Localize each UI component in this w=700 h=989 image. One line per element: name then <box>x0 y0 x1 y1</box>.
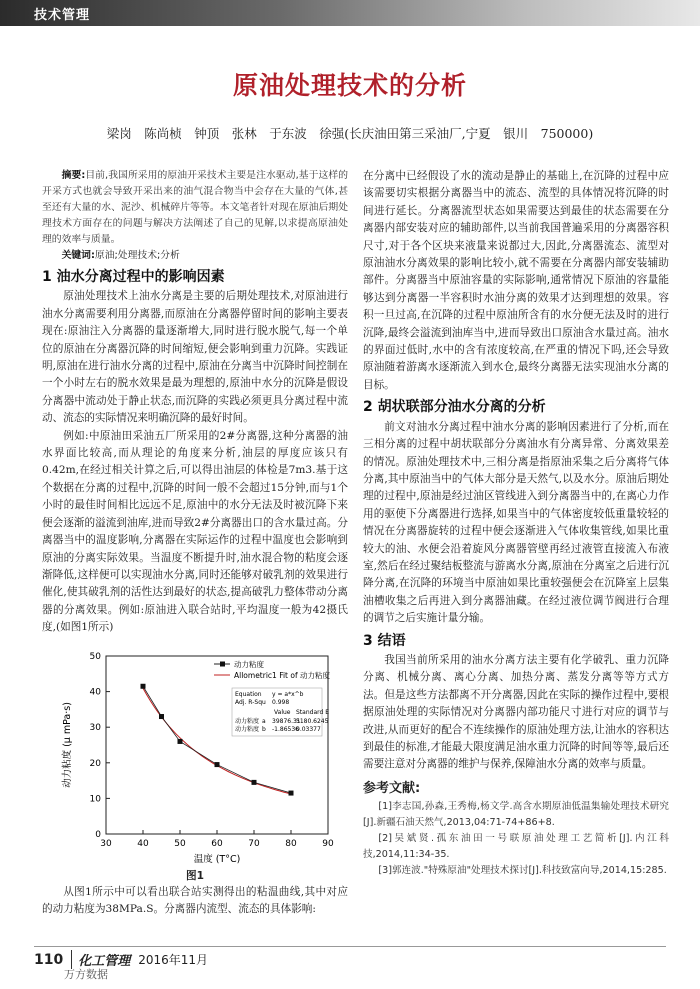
x-tick-label: 90 <box>322 839 334 849</box>
reference-item: [2]吴斌贤.孤东油田一号联原油处理工艺简析[J].内江科技,2014,11:34-35. <box>363 833 669 861</box>
page-number: 110 <box>34 951 64 968</box>
header-band <box>0 0 700 26</box>
stats-row-name: 动力粘度 <box>235 726 260 733</box>
right-paragraph-1: 在分离中已经假设了水的流动是静止的基础上,在沉降的过程中应该需要切实根据分离器当中的流态、流型的具体情况将沉降的时间进行延长。分离器流型状态如果需要达到最佳的状态需要在分离器内部安装对应的辅助部件,以当前我国普遍采用的分离器容积尺寸,对于各个区块来液量来说都过大,因此,分离器流态、流型对原油油水分离效果的影响比较小,就不需要在分离器内部安装辅助部件。分离器当中原油容量的实际影响,通常情况下原油的容量能够达到分离器一半容积时水油分离的效果才达到理想的效果。容积一旦过高,在沉降的过程中原油所含有的水分便无法及时的进行沉降,最终会溢流到油库当中,进而导致出口原油含水量过高。油水的界面过低时,水中的含有浓度较高,在严重的情况下吗,还会导致原油随着游离水逐渐流入到水仓,最终分离器无法实现油水分离的目标。 <box>363 170 669 391</box>
section-1-heading: 1 油水分离过程中的影响因素 <box>42 269 225 285</box>
stats-row-param: a <box>262 718 266 725</box>
reference-item: [1]李志国,孙森,王秀梅,杨文学.高含水期原油低温集输处理技术研究[J].新疆石油天然气,2013,04:71-74+86+8. <box>363 801 669 829</box>
y-axis-label: 动力粘度 (μ mPa·s) <box>62 702 73 788</box>
journal-name: 化工管理 <box>71 950 130 969</box>
stats-row-value: -1.86536 <box>272 726 299 733</box>
data-point <box>215 762 220 767</box>
section-1-paragraph-1: 原油处理技术上油水分离是主要的后期处理技术,对原油进行油水分离需要利用分离器,而原油在分离器停留时间的影响主要表现在:原油注入分离器的量逐渐增大,同时进行脱水脱气,每一个单位的原油在分离器沉降的时间缩短,便会影响到重力沉降。实践证明,原油在进行油水分离的过程中,原油在分离当中沉降时间控制在一个小时左右的脱水效果是最为理想的,原油中水分的沉降是假设分离器中流动处于静止状态,而沉降的实践必须更具分离过程中流动、流态的实际情况来明确沉降的最好时间。 <box>42 290 348 425</box>
x-tick-label: 80 <box>285 839 297 849</box>
abstract-label: 摘要: <box>61 170 86 181</box>
reference-item: [3]郭连波."特殊原油"处理技术探讨[J].科技致富向导,2014,15:285. <box>378 865 667 877</box>
left-column <box>42 168 348 637</box>
right-column <box>363 168 669 879</box>
y-tick-label: 20 <box>89 758 101 769</box>
legend-marker <box>220 662 225 667</box>
stats-row-name: 动力粘度 <box>235 718 260 725</box>
keywords-label: 关键词: <box>61 250 95 261</box>
watermark: 万方数据 <box>64 968 108 981</box>
issue-date: 2016年11月 <box>138 953 209 967</box>
x-axis-label: 温度 (T°C) <box>193 854 241 865</box>
x-tick-label: 50 <box>174 839 186 849</box>
y-tick-label: 0 <box>95 830 101 840</box>
section-2-paragraph-1: 前文对油水分离过程中油水分离的影响因素进行了分析,而在三相分离的过程中胡状联部分分离油水有分离异常、分离效果差的情况。原油处理技术中,三相分离是指原油采集之后分离将气体分离,其中原油当中的气体大部分是天然气,以及水分。原油后期处理的过程中,原油是经过油区管线进入到分离器当中的,在离心力作用的驱使下分离器进行选择,如果当中的气体密度较低重量较轻的情况在分离器旋转的过程中便会逐渐进入气体收集管线,如果比重较大的油、水便会沿着旋风分离器管壁再经过液管直接流入布液室,然后在经过聚结板整流与游离水分离,原油在分离室之后进行沉降分离,在沉降的环境当中原油如果比重较强便会在沉降室上层集油槽收集之后再进入到分离器油藏。在经过液位调节阀进行合理的调节之后实施计量分输。 <box>363 420 669 625</box>
page-footer <box>34 950 208 969</box>
section-1-paragraph-3-wrap <box>42 884 348 919</box>
data-point <box>178 739 183 744</box>
abstract <box>42 168 348 248</box>
authors-line: 梁岗 陈尚桢 钟顶 张林 于东波 徐强(长庆油田第三采油厂,宁夏 银川 750000) <box>106 126 594 141</box>
x-tick-label: 60 <box>211 839 223 849</box>
section-1-paragraph-3: 从图1所示中可以看出联合站实测得出的粘温曲线,其中对应的动力粘度为38MPa.S。分离器内流型、流态的具体影响: <box>42 886 348 916</box>
stats-col-error: Standard E <box>296 709 329 716</box>
legend-label-fit: Allometric1 Fit of 动力粘度 <box>234 671 330 680</box>
keywords-text: 原油;处理技术;分析 <box>94 250 180 261</box>
keywords <box>42 248 348 264</box>
stats-row-value: 39876.31 <box>272 718 301 725</box>
stats-equation-label: Equation <box>235 691 262 698</box>
legend-label-series: 动力粘度 <box>234 660 264 669</box>
figure-1 <box>42 648 348 868</box>
stats-r2-label: Adj. R-Squ <box>235 699 266 706</box>
data-point <box>289 791 294 796</box>
data-point <box>159 714 164 719</box>
section-tag: 技术管理 <box>34 8 91 23</box>
stats-equation: y = a*x^b <box>272 691 304 698</box>
stats-row-param: b <box>262 726 266 733</box>
section-3-heading: 3 结语 <box>363 632 406 649</box>
section-2-heading: 2 胡状联部分油水分离的分析 <box>363 399 546 416</box>
section-1-paragraph-2: 例如:中原油田采油五厂所采用的2#分离器,这种分离器的油水界面比较高,而从理论的角度来分析,油层的厚度应该只有0.42m,在经过相关计算之后,可以得出油层的体检是7m3.基于这个数据在分离的过程中,沉降的时间一般不会超过15分钟,而与1个小时的最佳时间相比远远不足,原油中的水分无法及时被沉降下来便会逐渐的溢流到油库,进而导致2#分离器出口的含水量过高。分离器当中的温度影响,分离器在实际运作的过程中温度也会影响到原油的分离实际效果。当温度不断提升时,油水混合物的粘度会逐渐降低,这样便可以实现油水分离,同时还能够对破乳剂的效果进行催化,使其破乳剂的活性达到最好的状态,提高破乳力整体带动分离器的分离效果。例如:原油进入联合站时,平均温度一般为42摄氏度,(如图1所示) <box>42 429 348 634</box>
x-tick-label: 40 <box>137 839 149 849</box>
stats-row-error: 0.03377 <box>296 726 321 733</box>
footer-rule <box>34 946 666 947</box>
y-tick-label: 30 <box>89 723 101 734</box>
plot-frame <box>106 656 328 834</box>
article-title: 原油处理技术的分析 <box>232 71 467 100</box>
y-tick-label: 50 <box>89 652 101 662</box>
y-tick-label: 10 <box>89 794 101 805</box>
stats-row-error: 5180.6245 <box>296 718 329 725</box>
references-heading: 参考文献: <box>363 780 421 796</box>
x-tick-label: 70 <box>248 839 260 849</box>
abstract-text: 目前,我国所采用的原油开采技术主要是注水驱动,基于这样的开采方式也就会导致开采出来的油气混合物当中会存在大量的气体,甚至还有大量的水、泥沙、机械碎片等等。本文笔者针对现在原油后期处理技术方面存在的问题与解决方法阐述了自己的见解,以求提高原油处理的效率与质量。 <box>42 170 349 245</box>
data-point <box>141 684 146 689</box>
viscosity-chart <box>42 648 348 868</box>
data-point <box>252 780 257 785</box>
y-tick-label: 40 <box>89 687 101 698</box>
section-3-paragraph-1: 我国当前所采用的油水分离方法主要有化学破乳、重力沉降分离、机械分离、离心分离、加热分离、蒸发分离等等方式方法。但是这些方法都离不开分离器,因此在实际的操作过程中,要根据原油处理的实际情况对分离器内部功能尺寸进行对应的调节与改进,从而更好的配合不连续操作的原油处理方法,让油水的容积达到最佳的标准,才能最大限度满足油水重力沉降的时间等等,最后还需要注意对分离器的维护与保养,保障油水分离的效率与质量。 <box>363 653 669 771</box>
figure-caption: 图1 <box>186 870 204 882</box>
x-tick-label: 30 <box>100 839 112 849</box>
stats-r2: 0.998 <box>272 699 290 706</box>
stats-col-value: Value <box>274 709 291 716</box>
